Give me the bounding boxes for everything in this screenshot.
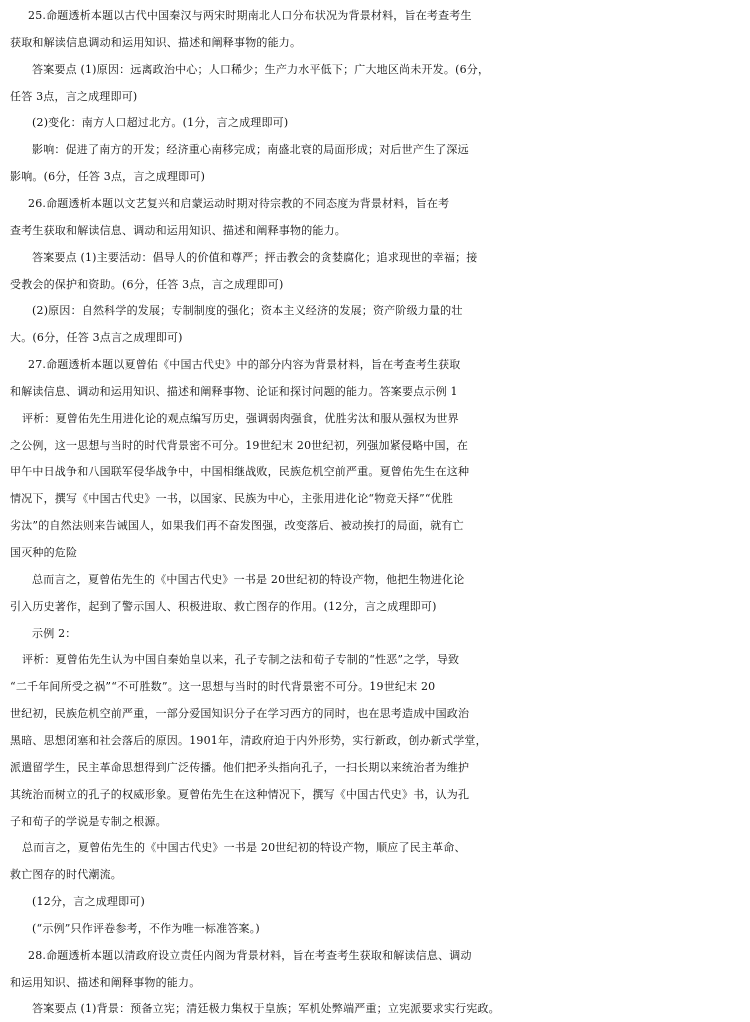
text-line: 其统治而树立的孔子的权威形象。夏曾佑先生在这种情况下，撰写《中国古代史》书，认为孔 — [10, 787, 470, 801]
text-line: 评析：夏曾佑先生认为中国自秦始皇以来，孔子专制之法和荀子专制的“性恶”之学，导致 — [22, 653, 460, 667]
text-line: 子和荀子的学说是专制之根源。 — [10, 814, 167, 828]
text-line: 总而言之，夏曾佑先生的《中国古代史》一书是 20世纪初的特设产物，他把生物进化论 — [32, 572, 465, 586]
text-line: 任答 3点，言之成理即可) — [10, 89, 138, 103]
text-line: (12分，言之成理即可) — [32, 895, 145, 909]
text-line: 救亡图存的时代潮流。 — [10, 868, 122, 882]
text-line: 甲午中日战争和八国联军侵华战争中，中国相继战败，民族危机空前严重。夏曾佑先生在这种 — [10, 465, 470, 479]
text-line: 之公例，这一思想与当时的时代背景密不可分。19世纪末 20世纪初，列强加紧侵略中国，在 — [10, 438, 469, 452]
text-line: “二千年间所受之祸”“不可胜数”。这一思想与当时的时代背景密不可分。19世纪末 20 — [10, 680, 436, 694]
text-line: 影响。(6分，任答 3点，言之成理即可) — [10, 170, 206, 184]
text-line: 影响：促进了南方的开发；经济重心南移完成；南盛北衰的局面形成；对后世产生了深远 — [32, 143, 469, 157]
text-line: 26.命题透析本题以文艺复兴和启蒙运动时期对待宗教的不同态度为背景材料，旨在考 — [28, 196, 450, 210]
text-line: 答案要点 (1)背景：预备立宪；清廷极力集权于皇族；军机处弊端严重；立宪派要求实行宪政。 — [32, 1002, 500, 1016]
text-line: 大。(6分，任答 3点言之成理即可) — [10, 331, 183, 345]
text-line: 受教会的保护和资助。(6分，任答 3点，言之成理即可) — [10, 277, 284, 291]
text-line: 25.命题透析本题以古代中国秦汉与两宋时期南北人口分布状况为背景材料，旨在考查考生 — [28, 9, 472, 22]
text-line: 27.命题透析本题以夏曾佑《中国古代史》中的部分内容为背景材料，旨在考查考生获取 — [28, 358, 461, 372]
text-line: (2)变化：南方人口超过北方。(1分，言之成理即可) — [32, 116, 289, 130]
text-line: 国灭种的危险 — [10, 546, 78, 559]
text-line: 获取和解读信息调动和运用知识、描述和阐释事物的能力。 — [10, 35, 302, 49]
text-line: 劣汰”的自然法则来告诫国人，如果我们再不奋发图强，改变落后、被动挨打的局面，就有亡 — [10, 519, 464, 533]
text-line: 答案要点 (1)主要活动：倡导人的价值和尊严；抨击教会的贪婪腐化；追求现世的幸福；接 — [32, 250, 478, 264]
text-line: 评析：夏曾佑先生用进化论的观点编写历史，强调弱肉强食，优胜劣汰和服从强权为世界 — [22, 411, 459, 425]
text-line: 情况下，撰写《中国古代史》一书，以国家、民族为中心，主张用进化论“物竞天择”“优胜 — [10, 492, 454, 506]
text-line: 派遣留学生，民主革命思想得到广泛传播。他们把矛头指向孔子，一扫长期以来统治者为维护 — [10, 760, 470, 774]
text-line: 世纪初，民族危机空前严重，一部分爱国知识分子在学习西方的同时，也在思考造成中国政治 — [10, 707, 470, 721]
text-line: 总而言之，夏曾佑先生的《中国古代史》一书是 20世纪初的特设产物，顺应了民主革命、 — [22, 841, 466, 855]
text-line: (2)原因：自然科学的发展；专制制度的强化；资本主义经济的发展；资产阶级力量的壮 — [32, 304, 463, 318]
text-line: 和运用知识、描述和阐释事物的能力。 — [10, 975, 201, 989]
text-line: 查考生获取和解读信息、调动和运用知识、描述和阐释事物的能力。 — [10, 223, 346, 237]
text-line: 示例 2： — [32, 626, 77, 640]
text-line: (“示例”只作评卷参考，不作为唯一标准答案。) — [32, 921, 260, 935]
text-line: 黑暗、思想闭塞和社会落后的原因。1901年，清政府迫于内外形势，实行新政，创办新式学堂， — [10, 733, 487, 747]
text-line: 和解读信息、调动和运用知识、描述和阐释事物、论证和探讨问题的能力。答案要点示例 1 — [10, 384, 458, 398]
text-line: 引入历史著作，起到了警示国人、积极进取、救亡图存的作用。(12分，言之成理即可) — [10, 599, 437, 613]
text-line: 28.命题透析本题以清政府设立责任内阁为背景材料，旨在考查考生获取和解读信息、调动 — [28, 948, 472, 962]
text-line: 答案要点 (1)原因：远离政治中心；人口稀少；生产力水平低下；广大地区尚未开发。(6分， — [32, 62, 490, 76]
